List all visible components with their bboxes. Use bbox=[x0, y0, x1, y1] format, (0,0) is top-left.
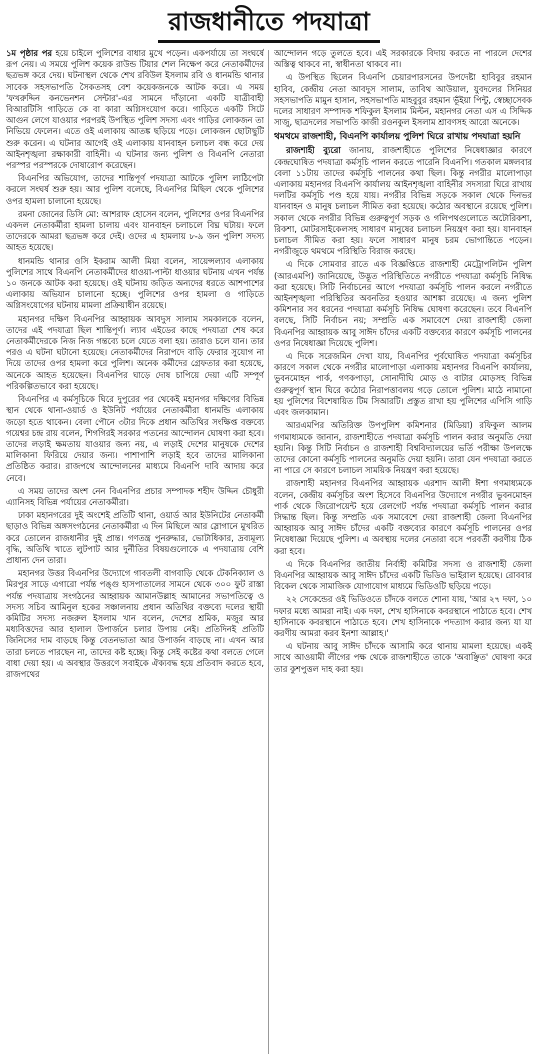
article-paragraph: বিএনপির অভিযোগ, তাদের শান্তিপূর্ণ পদযাত্রা আটকে পুলিশ লাঠিপেটা করলে সংঘর্ষ শুরু হয়। আর পুলিশ বলেছে, বিএনপির মিছিল থেকে পুলিশের ওপর হামলা চালানো হয়েছে। bbox=[6, 173, 264, 206]
section-subheading: থমথমে রাজশাহী, বিএনপি কার্যালয় পুলিশ ঘিরে রাখায় পদযাত্রা হয়নি bbox=[274, 132, 521, 143]
article-paragraph: ২২ সেকেন্ডের ওই ভিডিওতে চাঁদকে বলতে শোনা যায়, 'আর ২৭ দফা, ১০ দফার মধ্যে আমরা নাই। এক দফা, শেখ হাসিনাকে কবরস্থানে পাঠাতে হবে। শেখ হাসিনাকে কবরস্থানে পাঠাতে হবে। শেখ হাসিনাকে পদত্যাগ করার জন্য যা যা করণীয় আমরা করব ইনশা আল্লাহ।' bbox=[274, 594, 532, 638]
left-column bbox=[6, 48, 264, 1054]
headline: রাজধানীতে পদযাত্রা bbox=[158, 4, 380, 43]
article-paragraph: এ দিকে বিএনপির জাতীয় নির্বাহী কমিটির সদস্য ও রাজশাহী জেলা বিএনপির আহ্বায়ক আবু সাঈদ চাঁদের একটি ভিডিও ভাইরাল হয়েছে। রোববার বিকেল থেকে সামাজিক যোগাযোগ মাধ্যমে ভিডিওটি ছড়িয়ে পড়ে। bbox=[274, 558, 532, 592]
article-paragraph: এ ঘটনায় আবু সাঈদ চাঁদকে আসামি করে থানায় মামলা হয়েছে। একই সাথে আওয়ামী লীগের পক্ষ থেকে রাজশাহীতে তাকে 'অবাঞ্ছিত' ঘোষণা করে তার কুশপুত্তল দাহ করা হয়। bbox=[274, 641, 532, 674]
article-paragraph: মহানগর দক্ষিণ বিএনপির আহ্বায়ক আবদুস সালাম সমকালকে বলেন, তাদের এই পদযাত্রা ছিল শান্তিপূর্ণ। ল্যাব এইডের কাছে পদযাত্রা শেষ করে নেতাকর্মীদেরকে নিজ নিজ গন্তব্যে চলে যেতে বলা হয়। তারাও চলে যান। তার পরও এ ঘটনা ঘটানো হয়েছে। নেতাকর্মীদের নিরাপদে বাড়ি ফেরার সুযোগ না দিয়ে তাদের ওপর হামলা করে পুলিশ। অনেক কর্মীদের গ্রেফতার করা হয়েছে, অনেকে আহত হয়েছেন। বিএনপির ঘাড়ে দোষ চাপিয়ে দেয়া এটি সম্পূর্ণ পরিকল্পিতভাবে করা হয়েছে। bbox=[6, 313, 264, 391]
paragraph-text: জানায়, রাজশাহীতে পুলিশের নিষেধাজ্ঞার কারণে কেন্দ্রঘোষিত পদযাত্রা কর্মসূচি পালন করতে পারেনি বিএনপি। গতকাল মঙ্গলবার বেলা ১১টায় তাদের কর্মসূচি পালনের কথা ছিল। কিন্তু নগরীর মালোপাড়া এলাকায় মহানগর বিএনপি কার্যালয় আইনশৃঙ্খলা বাহিনীর সদস্যরা ঘিরে রাখায় দলটির কর্মসূচি পণ্ড হয়ে যায়। নগরীর বিভিন্ন সড়কে সকাল থেকে দিনভর যানবাহন ও মানুষ চলাচল সীমিত করা হয়েছে। কঠোর অবস্থানে রয়েছে পুলিশ। সকাল থেকে নগরীর বিভিন্ন গুরুত্বপূর্ণ সড়ক ও গলিপথগুলোতে অটোরিকশা, রিকশা, মোটরসাইকেলসহ সাধারণ মানুষের চলাচল নিয়ন্ত্রণ করা হয়। যানবাহন চলাচল সীমিত করা হয়। ফলে সাধারণ মানুষ চরম ভোগান্তিতে পড়েন। নগরীজুড়ে থমথমে পরিস্থিতি বিরাজ করছে। bbox=[274, 145, 532, 257]
article-paragraph: মহানগর উত্তর বিএনপির উদ্যোগে গাবতলী বাগবাড়ি থেকে টেকনিক্যাল ও মিরপুর সাড়ে এগারো পর্যন্ত পঙ্গু হাসপাতালের সামনে থেকে ৩০০ ফুট রাস্তা পর্যন্ত পদযাত্রায় সংগঠনের আহ্বায়ক আমানউল্লাহ আমানের সভাপতিত্বে ও সদস্য সচিব আমিনুল হকের সঞ্চালনায় প্রধান অতিথির বক্তব্যে দলের স্থায়ী কমিটির সদস্য নজরুল ইসলাম খান বলেন, দেশের শ্রমিক, মজুর আর মধ্যবিত্তদের আর হালাল উপার্জনে চলার উপায় নেই। প্রতিদিনই প্রতিটি জিনিসের দাম বাড়ছে কিন্তু বেতনভাতা আর উপার্জন বাড়ছে না। এখন আর তারা চলতে পারছেন না, তাদের কষ্ট হচ্ছে। কিন্তু সেই কষ্টের কথা বলতে গেলে বাধা দেয়া হয়। এ অবস্থার উত্তরণে সবাইকে ঐক্যবদ্ধ হয়ে প্রতিবাদ করতে হবে, রাজপথের bbox=[6, 568, 264, 679]
headline-area bbox=[0, 0, 538, 46]
article-paragraph: ধানমন্ডি থানার ওসি ইকরাম আলী মিয়া বলেন, সায়েন্সল্যাব এলাকায় পুলিশের সাথে বিএনপি নেতাকর্মীদের ধাওয়া-পাল্টা ধাওয়ার ঘটনায় এখন পর্যন্ত ১০ জনকে আটক করা হয়েছে। ওই ঘটনায় জড়িত অন্যদের ধরতে আশপাশের এলাকায় অভিযান চালানো হচ্ছে। পুলিশের ওপর হামলা ও গাড়িতে অগ্নিসংযোগের ঘটনায় মামলা প্রক্রিয়াধীন রয়েছে। bbox=[6, 255, 264, 311]
article-paragraph: আন্দোলন গড়ে তুলতে হবে। এই সরকারকে বিদায় করতে না পারলে দেশের অস্তিত্ব থাকবে না, স্বাধীনতা থাকবে না। bbox=[274, 48, 532, 70]
article-paragraph: এ সময় তাদের অংশ নেন বিএনপির প্রচার সম্পাদক শহীদ উদ্দিন চৌধুরী এ্যানিসহ বিভিন্ন পর্যায়ের নেতাকর্মীরা। bbox=[6, 485, 264, 507]
article-paragraph: আরএমপির অতিরিক্ত উপপুলিশ কমিশনার (মিডিয়া) রফিকুল আলম গণমাধ্যমকে জানান, রাজশাহীতে পদযাত্রা কর্মসূচি পালন করার অনুমতি দেয়া হয়নি। কিন্তু সিটি নির্বাচন ও রাজশাহী বিশ্ববিদ্যালয়ের ভর্তি পরীক্ষা উপলক্ষে তাদের কোনো কর্মসূচি পালনের অনুমতি দেয়া হয়নি। তারা যেন পদযাত্রা করতে না পারে সে কারণে চলাচল সাময়িক নিয়ন্ত্রণ করা হয়েছে। bbox=[274, 420, 532, 476]
column-divider bbox=[268, 50, 269, 1054]
jump-label: ১ম পৃষ্ঠার পর bbox=[6, 48, 53, 58]
article-paragraph: রমনা জোনের ডিসি মো: আশরাফ হোসেন বলেন, পুলিশের ওপর বিএনপির একদল নেতাকর্মীরা হামলা চালায় এবং যানবাহন চলাচলে বিঘ্ন ঘটায়। ফলে তাদেরকে আমরা ছত্রভঙ্গ করে দেই। ওদের এ হামলায় ৮-৯ জন পুলিশ সদস্য আহত হয়েছে। bbox=[6, 208, 264, 253]
article-paragraph: রাজশাহী মহানগর বিএনপির আহ্বায়ক এরশাদ আলী ঈশা গণমাধ্যমকে বলেন, কেন্দ্রীয় কর্মসূচির অংশ হিসেবে বিএনপির উদ্যোগে নগরীর ভুবনমোহন পার্ক থেকে জিরোপয়েন্ট হয়ে রেলগেট পর্যন্ত পদযাত্রা কর্মসূচি পালন করার সিদ্ধান্ত ছিল। কিন্তু সম্প্রতি এক সমাবেশে দেয়া রাজশাহী জেলা বিএনপির আহ্বায়ক আবু সাঈদ চাঁদের একটি বক্তব্যের কারণে কর্মসূচি পালনের ওপর নিষেধাজ্ঞা দিয়েছে পুলিশ। এ অবস্থায় দলের নেতারা বসে পরবর্তী করণীয় ঠিক করা হবে। bbox=[274, 478, 532, 556]
article-paragraph: এ দিকে সরেজমিন দেখা যায়, বিএনপির পূর্বঘোষিত পদযাত্রা কর্মসূচির কারণে সকাল থেকে নগরীর মালোপাড়া এলাকায় মহানগর বিএনপি কার্যালয়, ভুবনমোহন পার্ক, গণকপাড়া, সোনাদীঘি মোড় ও বাটার মোড়সহ বিভিন্ন গুরুত্বপূর্ণ স্থান ঘিরে কঠোর নিরাপত্তাবলয় গড়ে তোলে পুলিশ। মাঠে নামানো হয় পুলিশের বিশেষায়িত টিম সিআরটি। প্রস্তুত রাখা হয় পুলিশের এপিসি গাড়ি এবং জলকামান। bbox=[274, 351, 532, 418]
article-paragraph: এ দিকে সোমবার রাতে এক বিজ্ঞপ্তিতে রাজশাহী মেট্রোপলিটন পুলিশ (আরএমপি) জানিয়েছে, উদ্ভূত পরিস্থিতিতে নগরীতে পদযাত্রা কর্মসূচি নিষিদ্ধ করা হয়েছে। সিটি নির্বাচনের আগে পদযাত্রা কর্মসূচি পালন করলে নগরীতে আইনশৃঙ্খলা পরিস্থিতির অবনতির হওয়ার আশঙ্কা রয়েছে। এ জন্য পুলিশ কমিশনার সব ধরনের পদযাত্রা কর্মসূচি নিষিদ্ধ ঘোষণা করেছেন। তবে বিএনপি বলছে, সিটি নির্বাচন নয়; সম্প্রতি এক সমাবেশে দেয়া রাজশাহী জেলা বিএনপির আহ্বায়ক আবু সাঈদ চাঁদের একটি বক্তব্যের কারণে কর্মসূচি পালনের ওপর নিষেধাজ্ঞা দিয়েছে পুলিশ। bbox=[274, 259, 532, 348]
article-paragraph bbox=[6, 48, 264, 171]
article-paragraph: বিএনপির এ কর্মসূচিকে ঘিরে দুপুরের পর থেকেই মহানগর দক্ষিণের বিভিন্ন স্থান থেকে থানা-ওয়ার্ড ও ইউনিট পর্যায়ের নেতাকর্মীরা ধানমন্ডি এলাকায় জড়ো হতে থাকেন। বেলা পৌনে ৩টার দিকে প্রধান অতিথির সংক্ষিপ্ত বক্তব্যে গয়েশ্বর চন্দ্র রায় বলেন, শিগগিরই সরকার পতনের আন্দোলন ঘোষণা করা হবে। তাদের লড়াই ক্ষমতায় যাওয়ার জন্য নয়, এ লড়াই দেশের মানুষকে দেশের মালিকানা ফিরিয়ে দেয়ার জন্য। পাশাপাশি লড়াই হবে তাদের মালিকানা প্রতিষ্ঠিত করার। রাজপথে আন্দোলনের মাধ্যমে বিএনপি দাবি আদায় করে নেবে। bbox=[6, 394, 264, 483]
right-column bbox=[274, 48, 532, 1054]
article-paragraph: এ উপস্থিত ছিলেন বিএনপি চেয়ারপারসনের উপদেষ্টা হাবিবুর রহমান হাবিব, কেন্দ্রীয় নেতা আবদুস সালাম, তাবিথ আউয়াল, যুবদলের সিনিয়র সহসভাপতি মামুন হাসান, সহসভাপতি মাহবুবুর রহমান ভূঁইয়া পিন্টু, স্বেচ্ছাসেবক দলের সাধারণ সম্পাদক শফিকুল ইসলাম মিল্টন, মহানগর নেতা এস এ সিদ্দিক সাজু, ছাত্রদলের সভাপতি কাজী রওনকুল ইসলাম শ্রাবণসহ আরো অনেকে। bbox=[274, 72, 532, 128]
article-paragraph: ঢাকা মহানগরের দুই অংশেই প্রতিটি থানা, ওয়ার্ড আর ইউনিটের নেতাকর্মী ছাড়াও বিভিন্ন অঙ্গসংগঠনের নেতাকর্মীরা এ দিন মিছিলে আর স্লোগানে মুখরিত করে তোলেন রাজধানীর দুই প্রান্ত। গণতন্ত্র পুনরুদ্ধার, ভোটাধিকার, দ্রব্যমূল্য বৃদ্ধি, অতিথি খাতে লুটপাট আর দুর্নীতির বিষয়গুলোকে এ পদযাত্রায় বেশি প্রাধান্য দেন তারা। bbox=[6, 510, 264, 565]
dateline: রাজশাহী ব্যুরো bbox=[286, 145, 341, 156]
article-paragraph bbox=[274, 145, 532, 257]
paragraph-text: হয়ে চাইলে পুলিশের বাধার মুখে পড়েন। একপর্যায়ে তা সংঘর্ষে রূপ নেয়। এ সময়ে পুলিশ কয়েক রাউন্ড টিয়ার শেল নিক্ষেপ করে নেতাকর্মীদের ছত্রভঙ্গ করে দেয়। ঘটনাস্থল থেকে শেখ রবিউল ইসলাম রবি ও ধানমন্ডি থানার সাবেক সহসভাপতি সৈকতসহ বেশ কয়েকজনকে আটক করে। এ সময় 'ফখরুদ্দিন কনভেনশন সেন্টার'-এর সামনে দাঁড়ানো একটি যাত্রীবাহী বিআরটিসি গাড়িতে কে বা কারা অগ্নিসংযোগ করে। গাড়িতে একটি সিটে আগুন লেগে যাওয়ার পরপরই উপস্থিত পুলিশ সদস্য এবং গাড়ির লোকজন তা নিভিয়ে ফেলেন। এতে ওই এলাকায় আতঙ্ক ছড়িয়ে পড়ে। লোকজন ছোটাছুটি শুরু করেন। এ ঘটনার আগেই ওই এলাকায় যানবাহন চলাচল বন্ধ করে দেয় আইনশৃঙ্খলা রক্ষাকারী বাহিনী। এ ঘটনার জন্য পুলিশ ও বিএনপি নেতারা পরস্পর পরস্পরকে দোষারোপ করেছেন। bbox=[6, 48, 264, 171]
